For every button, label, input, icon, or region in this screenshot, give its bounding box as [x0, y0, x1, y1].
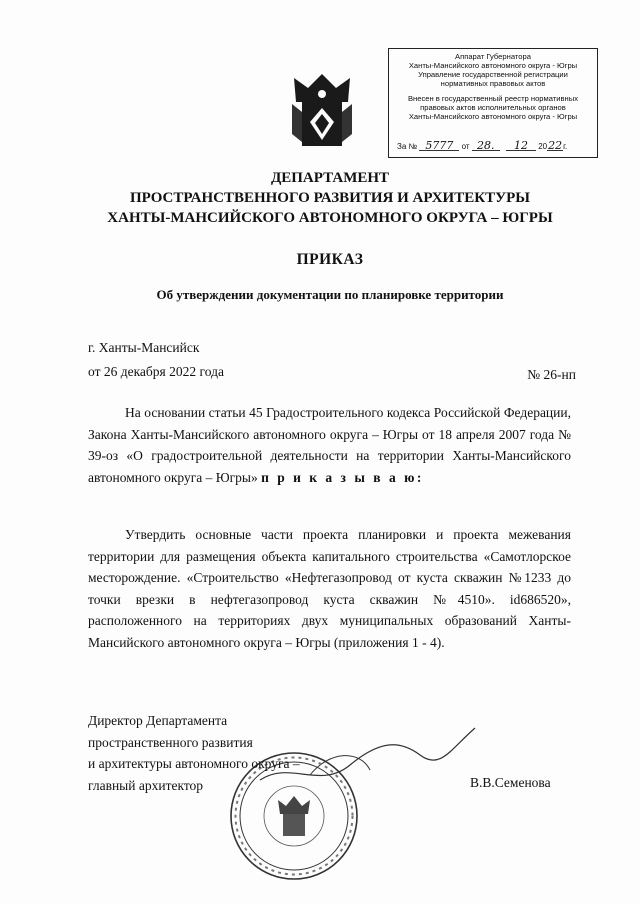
- signer-line: пространственного развития: [88, 734, 253, 750]
- stamp-reg-number: 5777: [419, 141, 459, 151]
- order-place: г. Ханты-Мансийск: [88, 340, 200, 355]
- paragraph-basis: [88, 402, 571, 488]
- signer-line: главный архитектор: [88, 777, 204, 793]
- command-word: п р и к а з ы в а ю:: [261, 469, 424, 485]
- stamp-reg-month: 12: [506, 141, 536, 151]
- stamp-reg-year: 22: [548, 139, 563, 152]
- signer-position: [88, 710, 300, 796]
- stamp-line: Аппарат Губернатора: [455, 52, 531, 61]
- coat-of-arms-emblem: [290, 72, 354, 150]
- stamp-line: Внесен в государственный реестр нормативных: [407, 94, 579, 103]
- order-subject: Об утверждении документации по планировке территории: [156, 287, 504, 302]
- order-number: № 26-нп: [527, 367, 576, 382]
- stamp-line: Ханты-Мансийского автономного округа - Югры: [408, 112, 578, 121]
- paragraph-basis-text: На основании статьи 45 Градостроительного кодекса Российской Федерации, Закона Ханты-Мансийского автономного округа – Югры от 18 апреля 2007 года № 39-оз «О градостроительной деятельности на территории Ханты-Мансийского автономного округа – Югры»: [88, 405, 571, 485]
- department-header-line1: ДЕПАРТАМЕНТ: [270, 170, 390, 186]
- stamp-reg-day: 28.: [472, 141, 500, 151]
- stamp-reg-from: от: [461, 142, 470, 151]
- stamp-reg-year-prefix: 20: [538, 142, 548, 151]
- signer-name: В.В.Семенова: [470, 775, 551, 790]
- registration-stamp: [388, 48, 598, 158]
- stamp-reg-suffix: г.: [563, 142, 568, 151]
- department-header-line3: ХАНТЫ-МАНСИЙСКОГО АВТОНОМНОГО ОКРУГА – ЮГРЫ: [107, 210, 553, 226]
- stamp-reg-prefix: За №: [397, 142, 418, 151]
- order-title: ПРИКАЗ: [296, 251, 364, 268]
- stamp-line: правовых актов исполнительных органов: [420, 103, 566, 112]
- stamp-line: нормативных правовых актов: [440, 79, 546, 88]
- stamp-line: Ханты-Мансийского автономного округа - Югры: [408, 61, 578, 70]
- order-date: от 26 декабря 2022 года: [88, 364, 224, 379]
- signer-line: и архитектуры автономного округа –: [88, 756, 300, 771]
- signer-line: Директор Департамента: [88, 713, 228, 728]
- stamp-registration-line: [397, 141, 591, 151]
- stamp-line: Управление государственной регистрации: [418, 70, 568, 79]
- department-header-line2: ПРОСТРАНСТВЕННОГО РАЗВИТИЯ И АРХИТЕКТУРЫ: [129, 190, 531, 206]
- paragraph-decision: Утвердить основные части проекта планировки и проекта межевания территории для размещения объекта капитального строительства «Самотлорское месторождение. «Строительство «Нефтегазопровод от куста скважин №1233 до точки врезки в нефтегазопровод куста скважин №4510». id686520», расположенного на территориях двух муниципальных образований Ханты-Мансийского автономного округа – Югры (приложения 1 - 4).: [88, 527, 571, 650]
